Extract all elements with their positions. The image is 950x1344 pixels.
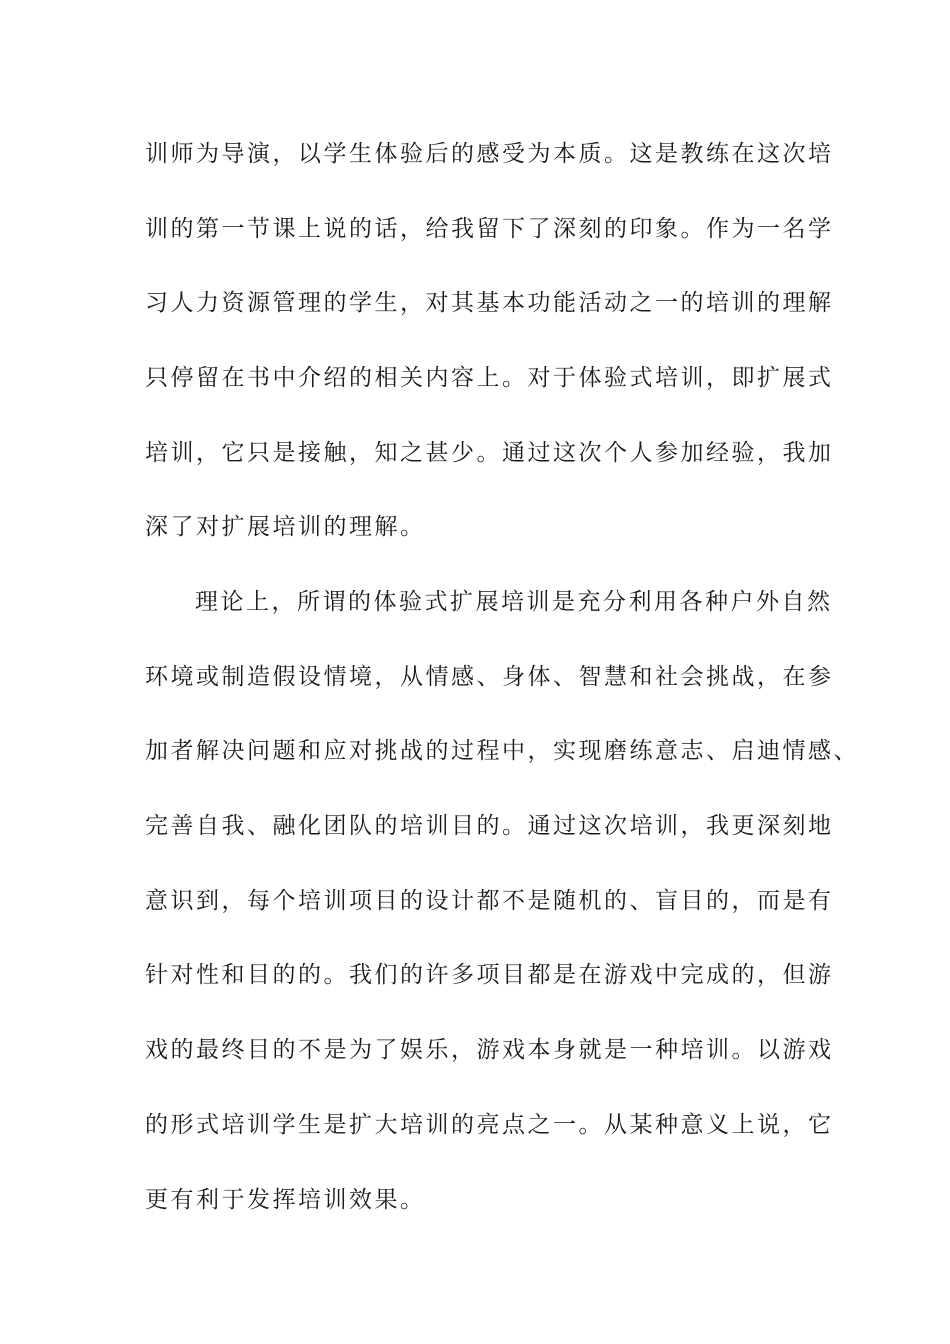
paragraph-line: 更有利于发挥培训效果。 (145, 1186, 426, 1213)
paragraph-line: 训的第一节课上说的话，给我留下了深刻的印象。作为一名学 (145, 215, 834, 242)
paragraph-line: 培训，它只是接触，知之甚少。通过这次个人参加经验，我加 (145, 439, 834, 466)
paragraph-line: 针对性和目的的。我们的许多项目都是在游戏中完成的，但游 (145, 962, 834, 989)
paragraph-line: 只停留在书中介绍的相关内容上。对于体验式培训，即扩展式 (145, 365, 834, 392)
paragraph-line: 的形式培训学生是扩大培训的亮点之一。从某种意义上说，它 (145, 1111, 834, 1138)
paragraph-line: 意识到，每个培训项目的设计都不是随机的、盲目的，而是有 (145, 887, 834, 914)
paragraph-line: 理论上，所谓的体验式扩展培训是充分利用各种户外自然 (195, 589, 833, 615)
paragraph-line: 完善自我、融化团队的培训目的。通过这次培训，我更深刻地 (145, 813, 834, 840)
paragraph-line: 戏的最终目的不是为了娱乐，游戏本身就是一种培训。以游戏 (145, 1037, 834, 1064)
paragraph-1 (145, 117, 834, 565)
paragraph-line: 深了对扩展培训的理解。 (145, 514, 426, 541)
paragraph-2 (145, 565, 859, 1237)
paragraph-line: 习人力资源管理的学生，对其基本功能活动之一的培训的理解 (145, 290, 834, 317)
paragraph-line: 加者解决问题和应对挑战的过程中，实现磨练意志、启迪情感、 (145, 738, 859, 765)
paragraph-line: 环境或制造假设情境，从情感、身体、智慧和社会挑战，在参 (145, 663, 834, 690)
paragraph-line: 训师为导演，以学生体验后的感受为本质。这是教练在这次培 (145, 141, 834, 167)
